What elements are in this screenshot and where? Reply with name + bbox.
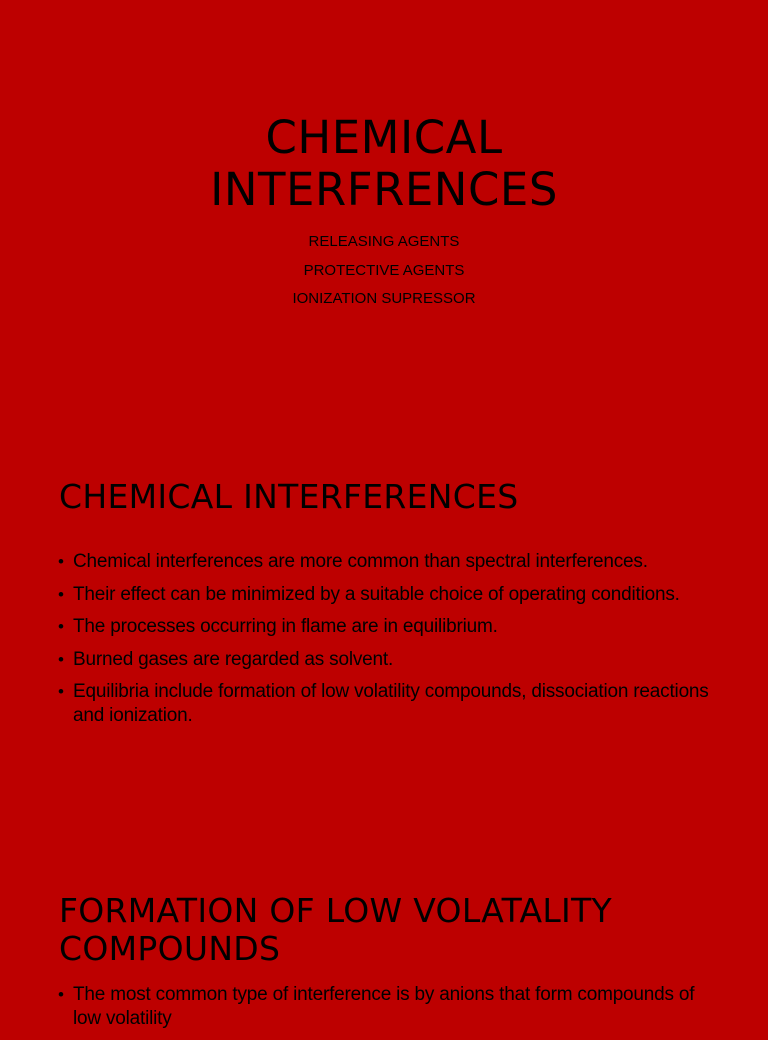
- title-slide: [0, 0, 768, 400]
- low-volatility-compounds-slide: [0, 828, 768, 1029]
- bullet-text: Chemical interferences are more common than spectral interferences.: [73, 551, 648, 572]
- bullet-icon: •: [58, 617, 64, 636]
- bullet-list: [58, 983, 726, 1040]
- subtitle-list: [0, 228, 768, 314]
- subtitle-item: IONIZATION SUPRESSOR: [292, 290, 476, 307]
- bullet-icon: •: [58, 985, 64, 1004]
- bullet-item: [58, 680, 726, 728]
- chemical-interferences-slide: [0, 414, 768, 834]
- slide-title: [59, 892, 612, 968]
- bullet-item: [58, 583, 726, 607]
- bullet-icon: •: [58, 682, 64, 701]
- subtitle-item: PROTECTIVE AGENTS: [303, 261, 465, 279]
- bullet-item: [58, 648, 726, 672]
- presentation-title-line-2: INTERFRENCES: [210, 163, 558, 216]
- slide-title-line-2: COMPOUNDS: [59, 929, 281, 968]
- bullet-icon: •: [58, 584, 64, 604]
- bullet-icon: •: [58, 552, 64, 571]
- bullet-text: Equilibria include formation of low volatility compounds, dissociation reactions and ionization.: [73, 681, 709, 726]
- slide-title: CHEMICAL INTERFERENCES: [59, 477, 519, 516]
- bullet-list: [58, 550, 726, 737]
- subtitle-item: RELEASING AGENTS: [308, 233, 460, 250]
- bullet-icon: •: [58, 649, 64, 669]
- presentation-title: [0, 112, 768, 216]
- presentation-title-line-1: CHEMICAL: [265, 111, 503, 164]
- bullet-text: The most common type of interference is by anions that form compounds of low volatility: [73, 984, 695, 1029]
- bullet-item: [58, 615, 726, 639]
- slide-title-line-1: FORMATION OF LOW VOLATALITY: [59, 891, 612, 930]
- bullet-text: Burned gases are regarded as solvent.: [73, 648, 394, 670]
- bullet-text: The processes occurring in flame are in equilibrium.: [73, 616, 498, 637]
- bullet-text: Their effect can be minimized by a suitable choice of operating conditions.: [73, 583, 680, 605]
- bullet-item: [58, 550, 726, 574]
